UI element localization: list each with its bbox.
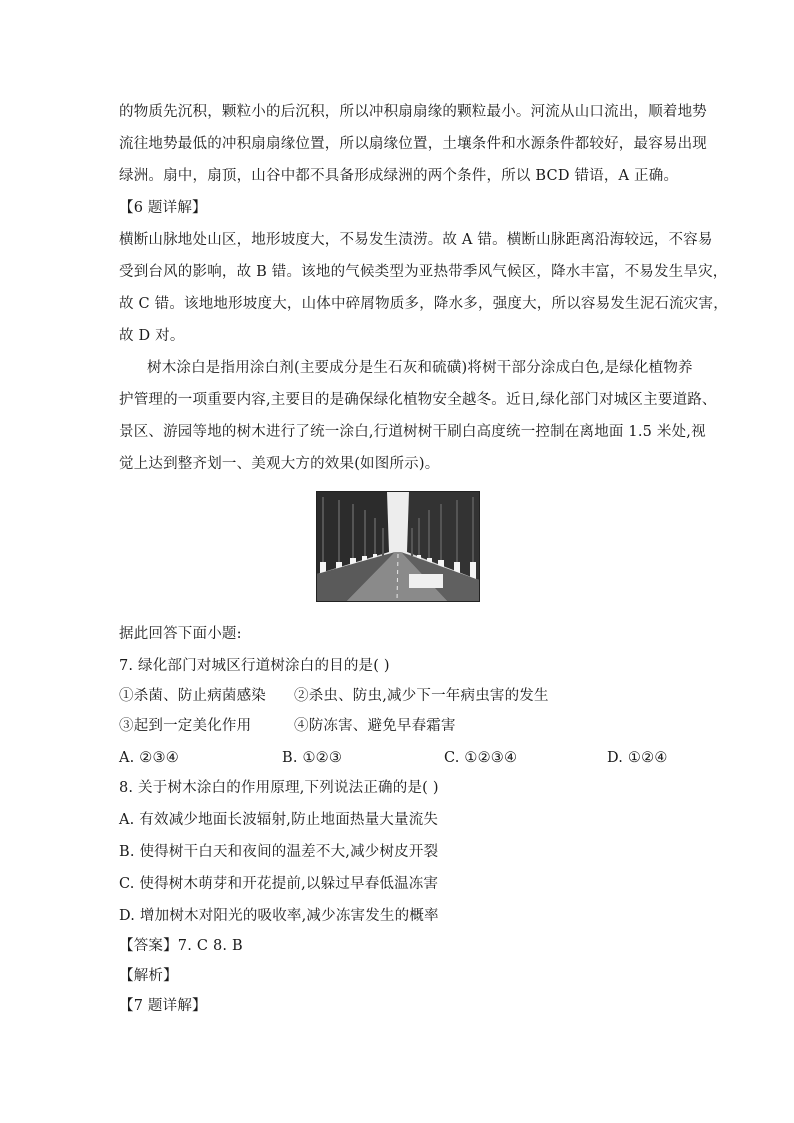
question-7-statement-3: ③起到一定美化作用 bbox=[119, 718, 252, 734]
section-heading: 【6 题详解】 bbox=[119, 200, 207, 216]
paragraph-line: 景区、游园等地的树木进行了统一涂白,行道树树干刷白高度统一控制在离地面 1.5 米处,视 bbox=[119, 424, 706, 440]
answer-line: 【答案】7. C 8. B bbox=[119, 938, 243, 954]
tree-lined-road-photo bbox=[316, 491, 480, 602]
question-7-statement-1: ①杀菌、防止病菌感染 bbox=[119, 688, 266, 704]
paragraph-line: 觉上达到整齐划一、美观大方的效果(如图所示)。 bbox=[119, 456, 440, 472]
question-8-option-c: C. 使得树木萌芽和开花提前,以躲过早春低温冻害 bbox=[119, 876, 439, 892]
question-7-option-c: C. ①②③④ bbox=[444, 750, 518, 766]
analysis-heading: 【解析】 bbox=[119, 968, 178, 984]
question-7-statement-2: ②杀虫、防虫,减少下一年病虫害的发生 bbox=[294, 688, 549, 704]
question-8-option-b: B. 使得树干白天和夜间的温差不大,减少树皮开裂 bbox=[119, 844, 439, 860]
question-7-stem: 7. 绿化部门对城区行道树涂白的目的是( ) bbox=[119, 658, 390, 674]
paragraph-line: 故 D 对。 bbox=[119, 328, 185, 344]
question-8-stem: 8. 关于树木涂白的作用原理,下列说法正确的是( ) bbox=[119, 780, 439, 796]
paragraph-line: 横断山脉地处山区，地形坡度大，不易发生渍涝。故 A 错。横断山脉距离沿海较远，不容易 bbox=[119, 232, 713, 248]
question-7-option-b: B. ①②③ bbox=[282, 750, 343, 766]
question-7-option-d: D. ①②④ bbox=[607, 750, 668, 766]
question-8-option-d: D. 增加树木对阳光的吸收率,减少冻害发生的概率 bbox=[119, 908, 439, 924]
paragraph-line: 绿洲。扇中，扇顶，山谷中都不具备形成绿洲的两个条件，所以 BCD 错语，A 正确。 bbox=[119, 168, 679, 184]
paragraph-line: 流往地势最低的冲积扇扇缘位置，所以扇缘位置，土壤条件和水源条件都较好，最容易出现 bbox=[119, 136, 707, 152]
question-7-statement-4: ④防冻害、避免早春霜害 bbox=[294, 718, 456, 734]
question-prompt: 据此回答下面小题: bbox=[119, 626, 242, 642]
paragraph-line: 的物质先沉积，颗粒小的后沉积，所以冲积扇扇缘的颗粒最小。河流从山口流出，顺着地势 bbox=[119, 104, 707, 120]
paragraph-line: 受到台风的影响，故 B 错。该地的气候类型为亚热带季风气候区，降水丰富，不易发生旱灾， bbox=[119, 264, 728, 280]
paragraph-line: 树木涂白是指用涂白剂(主要成分是生石灰和硫磺)将树干部分涂成白色,是绿化植物养 bbox=[147, 360, 693, 376]
question-7-option-a: A. ②③④ bbox=[119, 750, 179, 766]
paragraph-line: 护管理的一项重要内容,主要目的是确保绿化植物安全越冬。近日,绿化部门对城区主要道路、 bbox=[119, 392, 717, 408]
paragraph-line: 故 C 错。该地地形坡度大，山体中碎屑物质多，降水多，强度大，所以容易发生泥石流灾害， bbox=[119, 296, 728, 312]
section-heading: 【7 题详解】 bbox=[119, 998, 207, 1014]
question-8-option-a: A. 有效减少地面长波辐射,防止地面热量大量流失 bbox=[119, 812, 439, 828]
